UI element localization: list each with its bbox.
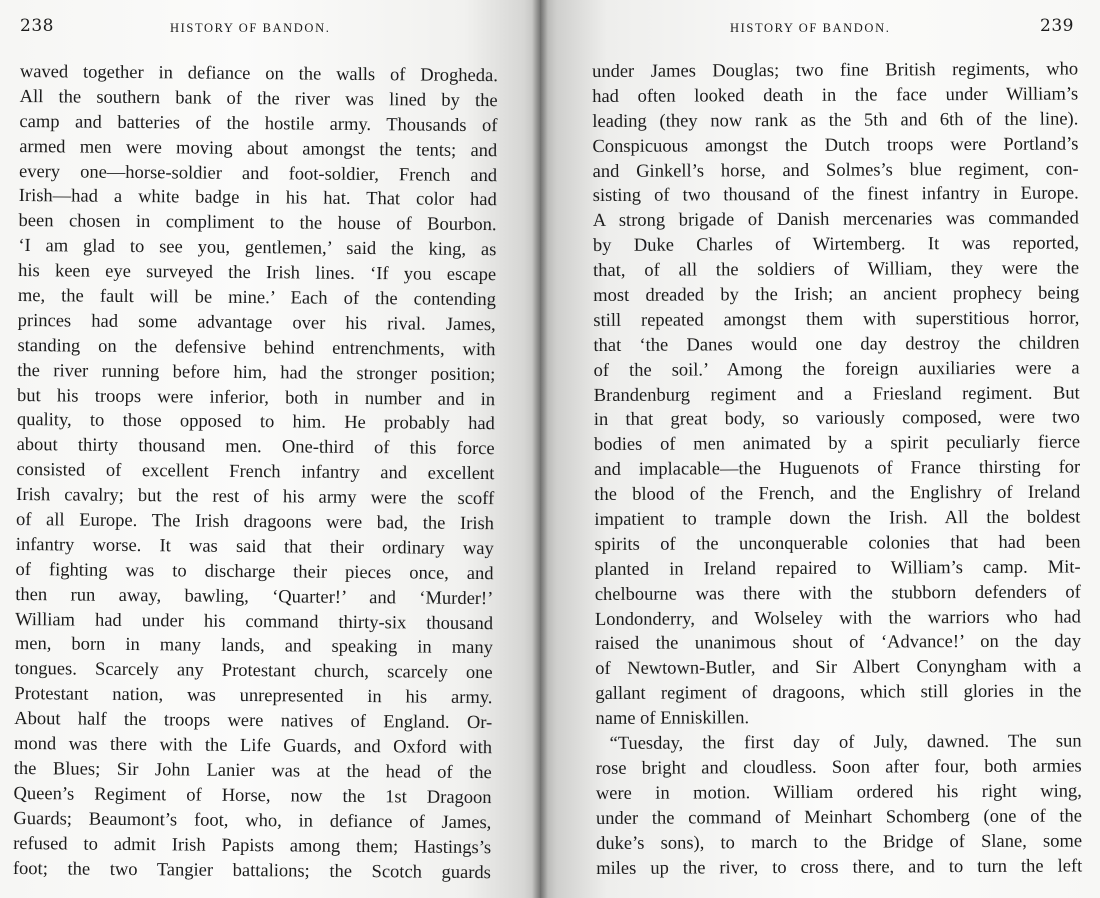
text-line: armed men were moving about amongst the tents; and xyxy=(19,136,498,161)
text-line: his keen eye surveyed the Irish lines. ‘If you escape xyxy=(18,261,497,286)
text-line: every one—horse-soldier and foot-soldier, French and xyxy=(18,161,498,186)
text-line: camp and batteries of the hostile army. Thousands of xyxy=(19,111,498,136)
text-line: Guards; Beaumont’s foot, who, in defiance of James, xyxy=(13,808,492,833)
text-line: were in motion. William ordered his right wing, xyxy=(595,781,1082,804)
text-line: All the southern bank of the river was lined by the xyxy=(19,86,498,112)
text-line: miles up the river, to cross there, and to turn the left xyxy=(596,855,1083,879)
text-line: impatient to trample down the Irish. All the boldest xyxy=(594,507,1081,531)
left-page xyxy=(0,0,540,898)
text-line: quality, to those opposed to him. He probably had xyxy=(16,410,495,435)
text-line: raised the unanimous shout of ‘Advance!’ on the day xyxy=(595,631,1082,655)
text-line: name of Enniskillen. xyxy=(595,708,750,730)
text-line: mond was there with the Life Guards, and Oxford with xyxy=(13,734,493,759)
page-number-left: 238 xyxy=(20,16,54,36)
text-line: Conspicuous amongst the Dutch troops were Portland’s xyxy=(592,134,1079,157)
right-page xyxy=(540,0,1100,898)
text-line: gallant regiment of dragoons, which still glories in the xyxy=(595,681,1082,705)
text-line: leading (they now rank as the 5th and 6th of the line). xyxy=(592,109,1079,132)
text-line: consisted of excellent French infantry and excellent xyxy=(16,460,495,485)
text-line: Brandenburg regiment and a Friesland regiment. But xyxy=(593,383,1080,406)
text-line: ‘I am glad to see you, gentlemen,’ said the king, as xyxy=(18,236,497,261)
text-line: and implacable—the Huguenots of France thirsting for xyxy=(594,457,1081,481)
text-line: that, of all the soldiers of William, they were the xyxy=(593,258,1080,282)
text-line: of fighting was to discharge their pieces once, and xyxy=(15,559,494,584)
text-line: the river running before him, had the stronger position; xyxy=(17,360,496,385)
text-line: me, the fault will be mine.’ Each of the contending xyxy=(17,286,497,311)
text-line: tongues. Scarcely any Protestant church, scarcely one xyxy=(14,659,493,684)
text-line: foot; the two Tangier battalions; the Scotch guards xyxy=(12,858,492,883)
text-line: had often looked death in the face under William’s xyxy=(592,84,1079,107)
text-line: that ‘the Danes would one day destroy the children xyxy=(593,333,1080,356)
text-line: still repeated amongst them with superstitious horror, xyxy=(593,308,1080,331)
running-head-right: HISTORY OF BANDON. xyxy=(730,21,891,35)
text-line: sisting of two thousand of the finest infantry in Europe. xyxy=(592,183,1079,207)
text-line: spirits of the unconquerable colonies that had been xyxy=(594,532,1081,555)
text-line: and Ginkell’s horse, and Solmes’s blue regiment, con- xyxy=(592,159,1079,182)
text-line: the Blues; Sir John Lanier was at the head of the xyxy=(13,758,492,784)
text-line: planted in Ireland repaired to William’s camp. Mit- xyxy=(594,557,1081,580)
text-line: Londonderry, and Wolseley with the warriors who had xyxy=(594,607,1081,630)
text-line: in that great body, so variously composed, were two xyxy=(593,407,1080,431)
text-line: bodies of men animated by a spirit peculiarly fierce xyxy=(593,432,1081,456)
text-line: princes had some advantage over his rival. James, xyxy=(17,310,496,336)
text-line: infantry worse. It was said that their ordinary way xyxy=(15,534,494,560)
text-line: refused to admit Irish Papists among them; Hastings’s xyxy=(13,833,492,858)
text-line: waved together in defiance on the walls of Drogheda. xyxy=(19,61,498,87)
page-number-right: 239 xyxy=(1040,16,1074,36)
text-line: under the command of Meinhart Schomberg (one of the xyxy=(595,806,1083,829)
text-line: men, born in many lands, and speaking in many xyxy=(14,634,493,659)
text-line: the blood of the French, and the Englishry of Ireland xyxy=(594,482,1081,506)
text-line: Irish cavalry; but the rest of his army were the scoff xyxy=(16,485,495,510)
text-line: then run away, bawling, ‘Quarter!’ and ‘Murder!’ xyxy=(15,584,494,609)
text-line: “Tuesday, the first day of July, dawned. The sun xyxy=(609,731,1082,754)
running-head-left: HISTORY OF BANDON. xyxy=(170,21,331,35)
text-line: Queen’s Regiment of Horse, now the 1st Dragoon xyxy=(13,783,492,808)
book-gutter xyxy=(532,0,548,898)
text-line: chelbourne was there with the stubborn defenders of xyxy=(594,582,1081,605)
text-line: of all Europe. The Irish dragoons were bad, the Irish xyxy=(15,510,495,535)
text-line: duke’s sons), to march to the Bridge of Slane, some xyxy=(596,831,1083,854)
text-line: of the soil.’ Among the foreign auxiliaries were a xyxy=(593,358,1080,381)
text-line: Protestant nation, was unrepresented in his army. xyxy=(14,684,493,709)
body-text-right xyxy=(592,57,1082,881)
text-line: About half the troops were natives of England. Or- xyxy=(14,709,493,734)
text-line: been chosen in compliment to the house of Bourbon. xyxy=(18,211,497,236)
text-line: by Duke Charles of Wirtemberg. It was reported, xyxy=(592,233,1080,257)
text-line: but his troops were inferior, both in number and in xyxy=(16,385,496,410)
text-line: rose bright and cloudless. Soon after four, both armies xyxy=(595,756,1082,779)
text-line: William had under his command thirty-six thousand xyxy=(15,609,494,634)
text-line: standing on the defensive behind entrenchments, with xyxy=(17,335,496,360)
text-line: Irish—had a white badge in his hat. That color had xyxy=(18,186,497,211)
text-line: under James Douglas; two fine British regiments, who xyxy=(592,59,1079,82)
text-line: of Newtown-Butler, and Sir Albert Conyngham with a xyxy=(595,656,1082,680)
text-line: about thirty thousand men. One-third of this force xyxy=(16,435,495,460)
text-line: most dreaded by the Irish; an ancient prophecy being xyxy=(593,283,1080,307)
body-text-left xyxy=(13,60,498,886)
text-line: A strong brigade of Danish mercenaries was commanded xyxy=(592,208,1079,232)
